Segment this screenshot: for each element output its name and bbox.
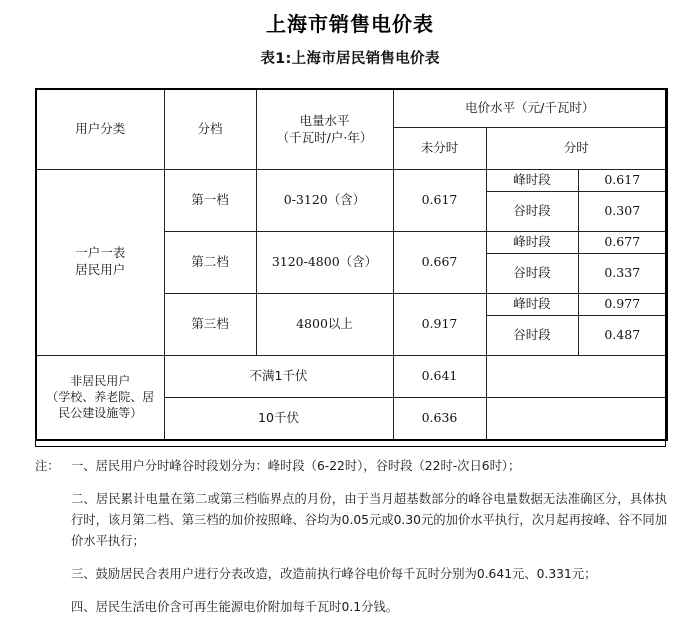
cell-usage-1: 0-3120（含）	[256, 170, 393, 232]
notes-prefix: 注：	[35, 459, 60, 473]
cell-non-tou-price-2: 0.667	[393, 231, 486, 293]
header-non-tou: 未分时	[393, 128, 486, 170]
cell-tier-3: 第三档	[164, 293, 256, 355]
note-3-body	[35, 564, 667, 585]
note-3-text: 鼓励居民合表用户进行分表改造，改造前执行峰谷电价每千瓦时分别为0.641元、0.331元；	[95, 567, 597, 581]
header-usage-level-line2: （千瓦时/户·年）	[276, 129, 373, 145]
electricity-price-table	[35, 88, 668, 441]
cell-tou-period-1-valley: 谷时段	[486, 191, 578, 231]
cell-non-resident-category	[36, 355, 164, 440]
cell-tier-1: 第一档	[164, 170, 256, 232]
note-4-text: 居民生活电价含可再生能源电价附加每千瓦时0.1分钱。	[95, 600, 398, 614]
cell-tou-period-3-peak: 峰时段	[486, 293, 578, 315]
note-2-body	[35, 489, 667, 552]
cell-tou-price-2-peak: 0.677	[578, 231, 667, 253]
note-item-2	[35, 489, 675, 552]
electricity-price-table-container	[35, 88, 666, 441]
cell-tou-price-1-valley: 0.307	[578, 191, 667, 231]
note-item-3	[35, 564, 675, 585]
note-4-body	[35, 597, 667, 618]
note-1-body	[71, 456, 667, 477]
cell-non-tou-price-3: 0.917	[393, 293, 486, 355]
header-user-category: 用户分类	[36, 89, 164, 170]
resident-category-line2: 居民用户	[75, 262, 126, 278]
cell-tou-period-3-valley: 谷时段	[486, 315, 578, 355]
note-item-1	[35, 456, 675, 477]
cell-tou-price-1-peak: 0.617	[578, 170, 667, 192]
cell-tou-period-2-valley: 谷时段	[486, 253, 578, 293]
header-row-1	[36, 89, 667, 128]
header-tou: 分时	[486, 128, 667, 170]
non-resident-category-line3: 民公建设施等）	[58, 406, 143, 421]
non-resident-category-line1: 非居民用户	[70, 373, 131, 388]
cell-tier-2: 第二档	[164, 231, 256, 293]
cell-usage-2: 3120-4800（含）	[256, 231, 393, 293]
table-row	[36, 355, 667, 397]
cell-non-tou-price-1: 0.617	[393, 170, 486, 232]
cell-non-resident-usage-1: 不满1千伏	[164, 355, 393, 397]
header-usage-level-line1: 电量水平	[299, 112, 350, 128]
cell-tou-period-1-peak: 峰时段	[486, 170, 578, 192]
table-body	[36, 170, 667, 440]
header-tier: 分档	[164, 89, 256, 170]
cell-non-resident-tou-1	[486, 355, 667, 397]
note-1-index: 一、	[71, 459, 96, 473]
page-title: 上海市销售电价表	[266, 12, 434, 36]
note-2-index: 二、	[71, 492, 96, 506]
note-3-index: 三、	[71, 567, 96, 581]
cell-tou-period-2-peak: 峰时段	[486, 231, 578, 253]
page-subtitle: 表1:上海市居民销售电价表	[260, 51, 440, 67]
cell-usage-3: 4800以上	[256, 293, 393, 355]
cell-tou-price-2-valley: 0.337	[578, 253, 667, 293]
header-price-level-group: 电价水平（元/千瓦时）	[393, 89, 667, 128]
notes-section	[35, 456, 675, 618]
cell-tou-price-3-valley: 0.487	[578, 315, 667, 355]
note-item-4	[35, 597, 675, 618]
cell-resident-category	[36, 170, 164, 356]
header-usage-level	[256, 89, 393, 170]
resident-category-line1: 一户一表	[75, 245, 126, 261]
note-1-text: 居民用户分时峰谷时段划分为：峰时段（6-22时），谷时段（22时-次日6时）；	[95, 459, 521, 473]
cell-non-resident-price-2: 0.636	[393, 397, 486, 440]
table-header	[36, 89, 667, 170]
non-resident-category-line2: （学校、养老院、居	[46, 390, 155, 405]
cell-non-resident-price-1: 0.641	[393, 355, 486, 397]
cell-non-resident-usage-2: 10千伏	[164, 397, 393, 440]
cell-non-resident-tou-2	[486, 397, 667, 440]
note-2-text: 居民累计电量在第二或第三档临界点的月份，由于当月超基数部分的峰谷电量数据无法准确区分，具体执行时，该月第二档、第三档的加价按照峰、谷均为0.05元或0.30元的加价水平执行，次月起再按峰、谷不同加价水平执行；	[71, 492, 667, 548]
table-row	[36, 170, 667, 192]
cell-tou-price-3-peak: 0.977	[578, 293, 667, 315]
note-4-index: 四、	[71, 600, 96, 614]
